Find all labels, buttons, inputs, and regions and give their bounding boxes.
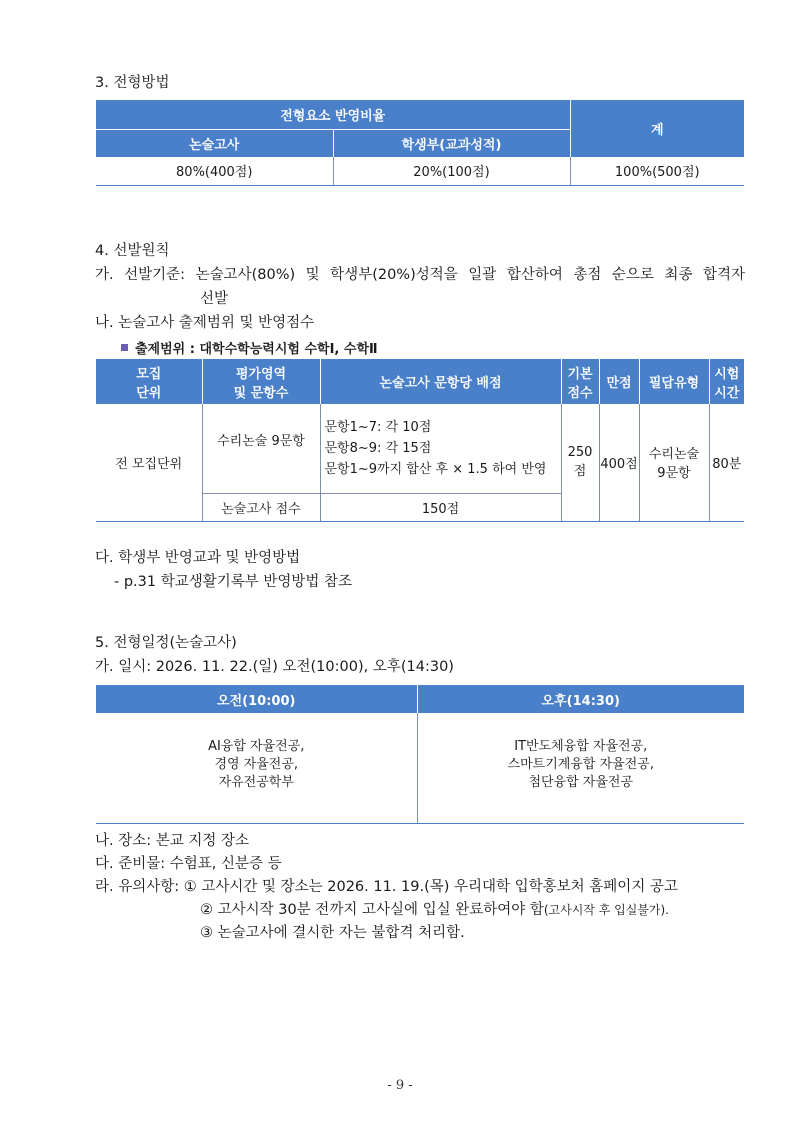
morning-major-2: 경영 자율전공, (214, 756, 299, 772)
selection-method-table (96, 100, 744, 186)
points-line-3: 문항1~9까지 합산 후 × 1.5 하여 반영 (324, 461, 547, 477)
section-3-heading: 3. 전형방법 (95, 75, 170, 91)
header-area: 평가영역 및 문항수 (202, 359, 320, 404)
essay-scope-table (96, 359, 744, 522)
notice-line-3: ③ 논술고사에 결시한 자는 불합격 처리함. (200, 925, 465, 941)
scope-bullet (121, 338, 378, 357)
time-cell: 80분 (709, 404, 744, 521)
area-cell: 수리논술 9문항 (202, 404, 320, 493)
afternoon-major-1: IT반도체융합 자율전공, (514, 738, 648, 754)
afternoon-major-2: 스마트기계융합 자율전공, (507, 756, 654, 772)
header-afternoon: 오후(14:30) (417, 685, 744, 713)
section-5-heading: 5. 전형일정(논술고사) (95, 635, 237, 651)
morning-major-1: AI융합 자율전공, (208, 738, 305, 754)
header-record: 학생부(교과성적) (333, 129, 570, 157)
record-subject-heading: 다. 학생부 반영교과 및 반영방법 (95, 550, 301, 566)
exam-datetime-line: 가. 일시: 2026. 11. 22.(일) 오전(10:00), 오후(14:30) (95, 659, 454, 675)
afternoon-major-3: 첨단융합 자율전공 (528, 774, 634, 790)
points-line-1: 문항1~7: 각 10점 (324, 419, 432, 435)
square-bullet-icon (121, 344, 128, 351)
header-type: 필답유형 (639, 359, 709, 404)
header-essay: 논술고사 (96, 129, 333, 157)
notice-line-1: 라. 유의사항: ① 고사시간 및 장소는 2026. 11. 19.(목) 우리대학 입학홍보처 홈페이지 공고 (95, 879, 678, 895)
score-value-cell: 150점 (320, 493, 561, 521)
record-ratio-value: 20%(100점) (333, 157, 570, 185)
unit-cell: 전 모집단위 (96, 404, 202, 521)
full-score-cell: 400점 (599, 404, 639, 521)
header-full: 만점 (599, 359, 639, 404)
header-total: 계 (570, 100, 744, 157)
points-line-2: 문항8~9: 각 15점 (324, 440, 432, 456)
points-cell (320, 404, 561, 493)
page-number: - 9 - (387, 1078, 413, 1093)
schedule-table (96, 685, 744, 824)
base-score-cell: 250점 (561, 404, 599, 521)
section-4-heading: 4. 선발원칙 (95, 243, 170, 259)
morning-majors-cell (96, 713, 417, 823)
morning-major-3: 자유전공학부 (218, 774, 294, 790)
record-reference-line: - p.31 학교생활기록부 반영방법 참조 (114, 574, 353, 590)
exam-items-line: 다. 준비물: 수험표, 신분증 등 (95, 856, 282, 872)
header-morning: 오전(10:00) (96, 685, 417, 713)
header-ratio-group: 전형요소 반영비율 (96, 100, 570, 129)
total-ratio-value: 100%(500점) (570, 157, 744, 185)
selection-criteria-line: 가. 선발기준: 논술고사(80%) 및 학생부(20%)성적을 일괄 합산하여 총점 순으로 최종 합격자 (95, 267, 745, 283)
essay-scope-heading: 나. 논술고사 출제범위 및 반영점수 (95, 315, 315, 331)
notice-line-2: ② 고사시작 30분 전까지 고사실에 입실 완료하여야 함(고사시작 후 입실불가). (200, 902, 669, 918)
exam-location-line: 나. 장소: 본교 지정 장소 (95, 833, 249, 849)
afternoon-majors-cell (417, 713, 744, 823)
header-unit: 모집 단위 (96, 359, 202, 404)
essay-ratio-value: 80%(400점) (96, 157, 333, 185)
header-base: 기본 점수 (561, 359, 599, 404)
score-label-cell: 논술고사 점수 (202, 493, 320, 521)
header-points: 논술고사 문항당 배점 (320, 359, 561, 404)
header-time: 시험 시간 (709, 359, 744, 404)
type-cell: 수리논술 9문항 (639, 404, 709, 521)
selection-criteria-line-2: 선발 (200, 291, 229, 307)
scope-bullet-text: 출제범위 : 대학수학능력시험 수학Ⅰ, 수학Ⅱ (135, 342, 378, 357)
